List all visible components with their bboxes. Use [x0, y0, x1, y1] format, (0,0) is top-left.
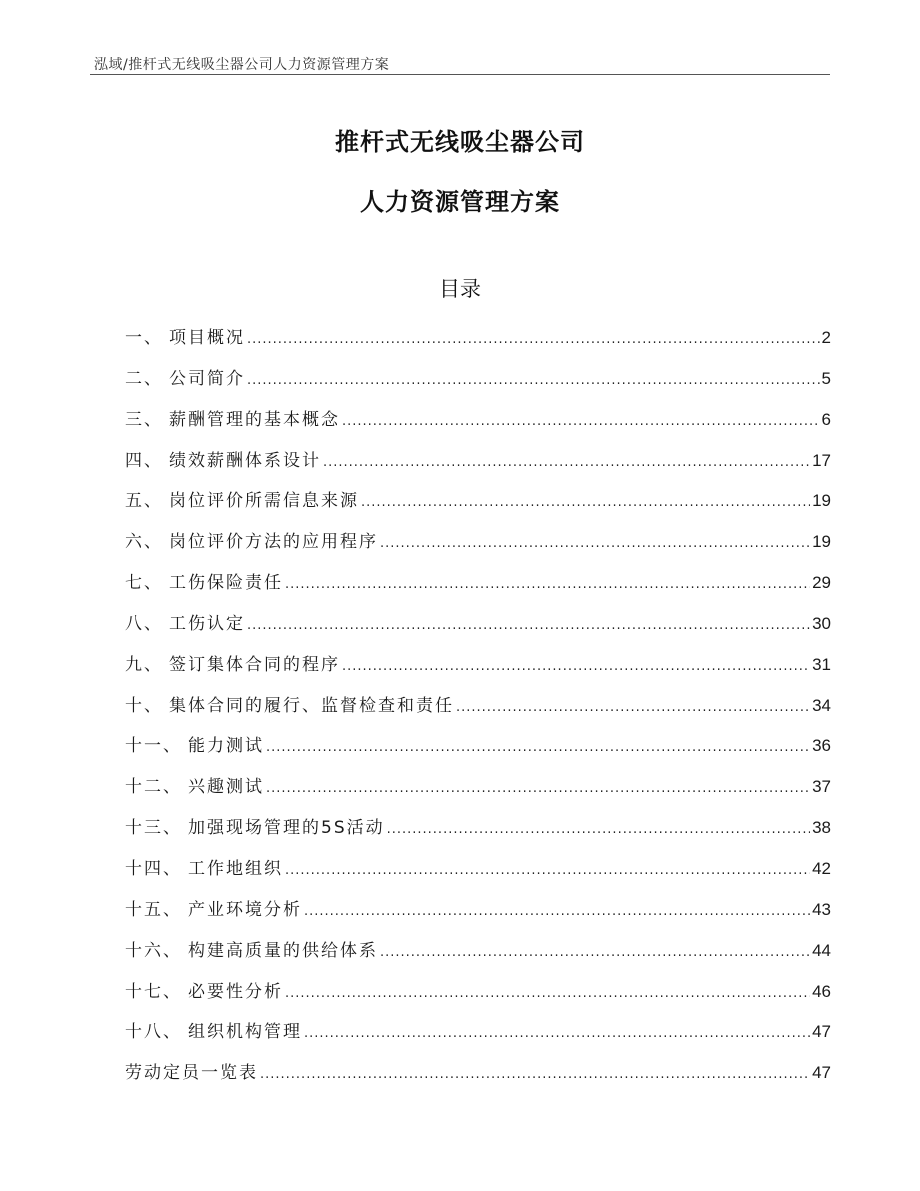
toc-entry-page: 43 — [812, 899, 831, 919]
toc-entry-page: 38 — [812, 818, 831, 838]
toc-entry-label: 工作地组织 — [188, 858, 283, 879]
toc-dot-leader — [247, 606, 810, 646]
table-of-contents — [125, 318, 831, 1094]
toc-dot-leader — [266, 728, 810, 768]
toc-dot-leader — [342, 402, 820, 442]
toc-entry[interactable] — [125, 481, 831, 522]
toc-entry-page: 47 — [812, 1063, 831, 1083]
toc-entry-label: 工伤认定 — [169, 613, 245, 634]
toc-entry-number: 六、 — [125, 532, 163, 553]
toc-entry-number: 八、 — [125, 613, 163, 634]
toc-entry-page: 31 — [812, 654, 831, 674]
toc-entry-page: 5 — [821, 368, 831, 388]
toc-dot-leader — [380, 524, 810, 564]
toc-entry-number: 七、 — [125, 573, 163, 594]
toc-dot-leader — [380, 933, 810, 973]
toc-entry[interactable] — [125, 441, 831, 482]
toc-entry-number: 五、 — [125, 491, 163, 512]
toc-entry-number: 十二、 — [125, 777, 182, 798]
toc-entry[interactable] — [125, 849, 831, 890]
toc-entry-label: 组织机构管理 — [188, 1022, 302, 1043]
toc-entry-number: 十四、 — [125, 858, 182, 879]
toc-entry-label: 兴趣测试 — [188, 777, 264, 798]
toc-entry-label: 岗位评价所需信息来源 — [169, 491, 359, 512]
toc-entry-number: 九、 — [125, 654, 163, 675]
toc-entry-number: 二、 — [125, 368, 163, 389]
toc-dot-leader — [304, 892, 810, 932]
toc-entry-number: 十七、 — [125, 981, 182, 1002]
toc-entry[interactable] — [125, 686, 831, 727]
toc-entry-page: 34 — [812, 695, 831, 715]
document-title-line-1: 推杆式无线吸尘器公司 — [335, 128, 585, 156]
toc-entry-label: 绩效薪酬体系设计 — [169, 450, 321, 471]
toc-entry-page: 46 — [812, 981, 831, 1001]
toc-entry-number: 十、 — [125, 695, 163, 716]
toc-entry-label: 必要性分析 — [188, 981, 283, 1002]
toc-dot-leader — [323, 443, 810, 483]
toc-dot-leader — [285, 565, 810, 605]
toc-entry-page: 2 — [821, 328, 831, 347]
toc-entry[interactable] — [125, 767, 831, 808]
toc-dot-leader — [285, 851, 810, 891]
toc-entry-label: 项目概况 — [169, 328, 245, 348]
toc-entry-page: 6 — [821, 409, 831, 429]
toc-entry-label: 签订集体合同的程序 — [169, 654, 340, 675]
toc-dot-leader — [387, 810, 810, 850]
toc-dot-leader — [285, 974, 810, 1014]
toc-entry-number: 三、 — [125, 409, 163, 430]
toc-dot-leader — [304, 1014, 810, 1054]
toc-dot-leader — [260, 1055, 810, 1095]
toc-entry-number: 一、 — [125, 328, 163, 348]
toc-entry-page: 29 — [812, 573, 831, 593]
toc-entry-number: 十五、 — [125, 899, 182, 920]
toc-entry[interactable] — [125, 563, 831, 604]
toc-entry[interactable] — [125, 972, 831, 1013]
toc-entry-page: 19 — [812, 532, 831, 552]
toc-entry-label: 能力测试 — [188, 736, 264, 757]
toc-entry-number: 十八、 — [125, 1022, 182, 1043]
toc-entry-page: 36 — [812, 736, 831, 756]
toc-entry[interactable] — [125, 359, 831, 400]
toc-dot-leader — [361, 483, 810, 523]
toc-entry-number: 四、 — [125, 450, 163, 471]
toc-entry[interactable] — [125, 726, 831, 767]
toc-dot-leader — [247, 361, 820, 401]
toc-entry[interactable] — [125, 318, 831, 359]
toc-entry[interactable] — [125, 645, 831, 686]
toc-dot-leader — [456, 688, 810, 728]
toc-entry[interactable] — [125, 808, 831, 849]
toc-entry-page: 30 — [812, 613, 831, 633]
running-header: 泓域/推杆式无线吸尘器公司人力资源管理方案 — [94, 57, 390, 73]
toc-entry[interactable] — [125, 400, 831, 441]
toc-entry-number: 十一、 — [125, 736, 182, 757]
toc-entry-label: 产业环境分析 — [188, 899, 302, 920]
toc-entry-label: 构建高质量的供给体系 — [188, 940, 378, 961]
toc-entry-label: 工伤保险责任 — [169, 573, 283, 594]
toc-entry-page: 47 — [812, 1022, 831, 1042]
toc-entry-label: 加强现场管理的5S活动 — [188, 818, 385, 839]
toc-entry-number: 十三、 — [125, 818, 182, 839]
toc-entry[interactable] — [125, 1012, 831, 1053]
toc-entry-page: 19 — [812, 491, 831, 511]
toc-entry[interactable] — [125, 1053, 831, 1094]
toc-entry-page: 44 — [812, 940, 831, 960]
toc-entry-label: 薪酬管理的基本概念 — [169, 409, 340, 430]
toc-entry-label: 公司简介 — [169, 368, 245, 389]
header-divider — [90, 74, 830, 75]
toc-entry-label: 集体合同的履行、监督检查和责任 — [169, 695, 454, 716]
toc-dot-leader — [247, 320, 820, 360]
document-title-line-2: 人力资源管理方案 — [360, 188, 560, 216]
toc-entry-label: 岗位评价方法的应用程序 — [169, 532, 378, 553]
toc-entry[interactable] — [125, 931, 831, 972]
toc-entry[interactable] — [125, 522, 831, 563]
toc-entry-label: 劳动定员一览表 — [125, 1063, 258, 1084]
toc-entry-page: 17 — [812, 450, 831, 470]
toc-entry[interactable] — [125, 890, 831, 931]
toc-dot-leader — [266, 769, 810, 809]
toc-entry-page: 37 — [812, 777, 831, 797]
toc-entry-number: 十六、 — [125, 940, 182, 961]
toc-heading: 目录 — [439, 277, 481, 301]
toc-entry-page: 42 — [812, 858, 831, 878]
toc-dot-leader — [342, 647, 810, 687]
toc-entry[interactable] — [125, 604, 831, 645]
